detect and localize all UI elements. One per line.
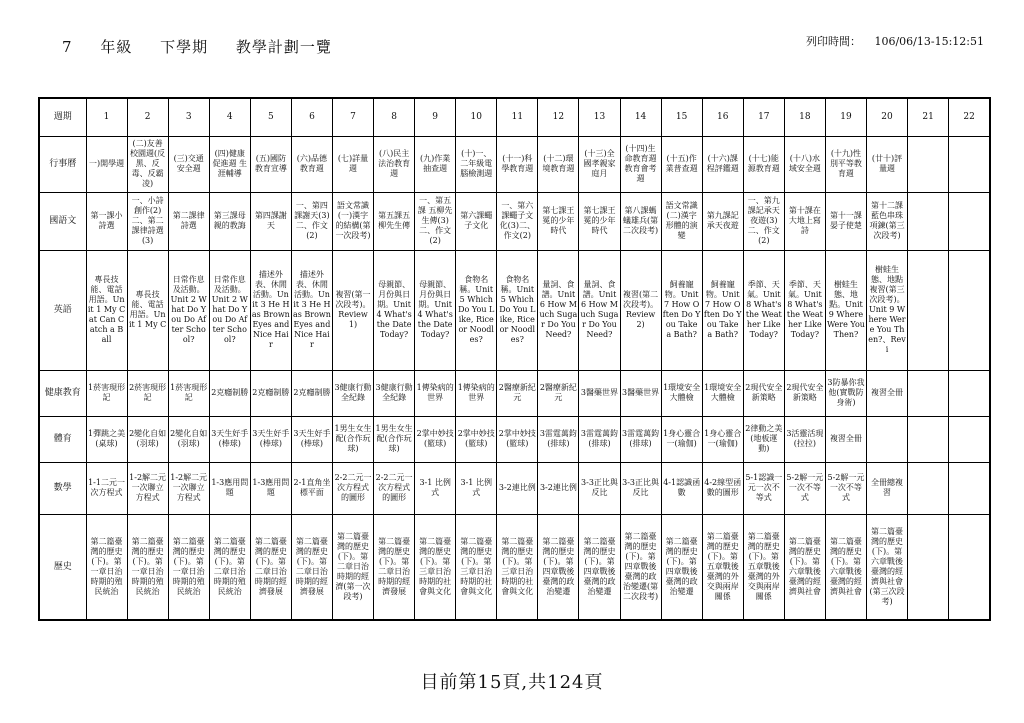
plan-cell: 3-2連比例 [497, 462, 538, 514]
subject-row [39, 370, 990, 416]
plan-cell: 2克癮制勝 [250, 370, 291, 416]
plan-cell: 食物名稱。Unit 5 Which Do You Like, Rice or Noodles? [456, 250, 497, 370]
plan-cell: 1環境安全大體檢 [661, 370, 702, 416]
plan-cell: 3健康行動全紀錄 [332, 370, 373, 416]
plan-cell: 第三課母親的教誨 [209, 192, 250, 250]
plan-cell: 第二篇臺灣的歷史(下)。第一章日治時期的殖民統治 [127, 514, 168, 620]
plan-cell: 複習(第一次段考)。Review 1) [332, 250, 373, 370]
subject-row [39, 416, 990, 462]
plan-cell: 複習全冊 [866, 370, 907, 416]
plan-cell: 3雷霆萬鈞(排球) [620, 416, 661, 462]
plan-cell: 1-1二元一次方程式 [86, 462, 127, 514]
semester: 下學期 [160, 38, 209, 56]
subject-label: 國語文 [39, 192, 86, 250]
plan-cell: 3雷霆萬鈞(排球) [579, 416, 620, 462]
plan-cell: 3-1 比例式 [456, 462, 497, 514]
week-number: 15 [661, 98, 702, 136]
plan-cell: 2-1直角坐標平面 [291, 462, 332, 514]
plan-cell: 2現代安全新策略 [743, 370, 784, 416]
plan-cell: (十九)性別平等教育週 [825, 136, 866, 192]
plan-cell: 3天生好手(棒球) [291, 416, 332, 462]
plan-cell: 食物名稱。Unit 5 Which Do You Like, Rice or Noodles? [497, 250, 538, 370]
plan-cell: (十五)作業普查週 [661, 136, 702, 192]
plan-cell: 2現代安全新策略 [784, 370, 825, 416]
week-number: 13 [579, 98, 620, 136]
week-number: 17 [743, 98, 784, 136]
plan-cell: 2-2二元一次方程式的圖形 [374, 462, 415, 514]
plan-cell: 1-2解二元一次聯立方程式 [127, 462, 168, 514]
plan-cell: 季節、天氣。Unit 8 What's the Weather Like Today? [743, 250, 784, 370]
plan-cell: 全冊總複習 [866, 462, 907, 514]
plan-cell: 第二篇臺灣的歷史(下)。第四章戰後臺灣的政治變遷 [661, 514, 702, 620]
plan-cell: 描述外表、休閒活動。Unit 3 He Has Brown Eyes and Nice Hair [250, 250, 291, 370]
plan-cell: 一、小詩創作(2) 二、第二課律詩選(3) [127, 192, 168, 250]
subject-label: 歷史 [39, 514, 86, 620]
plan-cell: 3-1 比例式 [415, 462, 456, 514]
plan-cell: 樹蛙生態、地點複習(第三次段考)。Unit 9 Where Were You Then?、Revi [866, 250, 907, 370]
week-number: 22 [949, 98, 990, 136]
plan-cell: 一、第五課 五柳先生傳(3)二、作文(2) [415, 192, 456, 250]
plan-cell: (二)友善校園週(反黑、反毒、反霸凌) [127, 136, 168, 192]
plan-cell: 1菸害現形記 [86, 370, 127, 416]
plan-cell: 描述外表、休閒活動。Unit 3 He Has Brown Eyes and Nice Hair [291, 250, 332, 370]
plan-cell: 第二篇臺灣的歷史(下)。第六章戰後臺灣的經濟與社會 [784, 514, 825, 620]
plan-cell: 母親節、月份與日期。Unit 4 What's the Date Today? [415, 250, 456, 370]
plan-cell [866, 416, 907, 462]
subject-label: 健康教育 [39, 370, 86, 416]
plan-cell: 2醫療新紀元 [538, 370, 579, 416]
week-number: 19 [825, 98, 866, 136]
plan-cell [949, 136, 990, 192]
plan-cell: 2菸害現形記 [127, 370, 168, 416]
week-number: 10 [456, 98, 497, 136]
plan-cell: (十三)全國孝親家庭月 [579, 136, 620, 192]
plan-cell: 3防暴你我他(實戰防身術) [825, 370, 866, 416]
title-text: 教學計劃一覽 [235, 38, 332, 56]
subject-row [39, 136, 990, 192]
plan-cell: 量詞、食譜。Unit 6 How Much Sugar Do You Need? [579, 250, 620, 370]
plan-cell: 一、第四課謝天(3)二、作文(2) [291, 192, 332, 250]
plan-cell: 5-2解一元一次不等式 [825, 462, 866, 514]
plan-cell: 一)開學週 [86, 136, 127, 192]
plan-cell: 1環境安全大體檢 [702, 370, 743, 416]
plan-cell: 4-2線型函數的圖形 [702, 462, 743, 514]
plan-cell: 第二篇臺灣的歷史(下)。第二章日治時期的殖民統治 [209, 514, 250, 620]
subject-row [39, 514, 990, 620]
week-number: 14 [620, 98, 661, 136]
plan-cell: 1身心靈合一(瑜伽) [661, 416, 702, 462]
print-time: 106/06/13-15:12:51 [874, 35, 984, 48]
plan-cell: 第二篇臺灣的歷史(下)。第三章日治時期的社會與文化 [456, 514, 497, 620]
plan-cell: 2律動之美(地板運動) [743, 416, 784, 462]
plan-cell: 2克癮制勝 [209, 370, 250, 416]
plan-cell: (十六)課程評鑑週 [702, 136, 743, 192]
plan-cell: 3天生好手(棒球) [250, 416, 291, 462]
subject-row [39, 192, 990, 250]
plan-cell: (十二)環境教育週 [538, 136, 579, 192]
plan-cell: 第二篇臺灣的歷史(下)。第三章日治時期的社會與文化 [497, 514, 538, 620]
page-indicator: 目前第15頁,共124頁 [420, 672, 604, 693]
plan-cell: 3-3正比與反比 [620, 462, 661, 514]
plan-cell: 日常作息及活動。Unit 2 What Do You Do After School? [168, 250, 209, 370]
plan-cell: 飼養寵物。Unit 7 How Often Do You Take a Bath? [661, 250, 702, 370]
plan-cell: 第二篇臺灣的歷史(下)。第一章日治時期的殖民統治 [168, 514, 209, 620]
week-number: 4 [209, 98, 250, 136]
plan-cell [908, 250, 949, 370]
page-title [62, 36, 354, 57]
plan-cell: 母親節、月份與日期。Unit 4 What's the Date Today? [374, 250, 415, 370]
plan-cell [908, 416, 949, 462]
plan-cell: (九)作業抽查週 [415, 136, 456, 192]
plan-cell: 一、第九課記承天夜遊(3)二、作文(2) [743, 192, 784, 250]
plan-cell: 第六課蠅子文化 [456, 192, 497, 250]
plan-cell [908, 370, 949, 416]
plan-cell: 1-3應用問題 [250, 462, 291, 514]
plan-cell: 量詞、食譜。Unit 6 How Much Sugar Do You Need? [538, 250, 579, 370]
plan-cell: 2變化自如(羽球) [127, 416, 168, 462]
plan-cell: 1菸害現形記 [168, 370, 209, 416]
grade-number: 7 [62, 38, 73, 56]
grade-label: 年級 [100, 38, 133, 56]
teaching-plan-table [38, 97, 991, 621]
print-timestamp [796, 33, 984, 49]
plan-cell: 1傳染病的世界 [415, 370, 456, 416]
plan-cell: 2醫療新紀元 [497, 370, 538, 416]
plan-cell: 第七課王冕的少年時代 [579, 192, 620, 250]
week-number: 1 [86, 98, 127, 136]
plan-cell [908, 462, 949, 514]
week-number: 11 [497, 98, 538, 136]
plan-cell: 1-3應用問題 [209, 462, 250, 514]
plan-cell: 第二篇臺灣的歷史(下)。第六章戰後臺灣的經濟與社會 [825, 514, 866, 620]
plan-cell: (十四)生命教育週 教育會考週 [620, 136, 661, 192]
plan-cell [949, 370, 990, 416]
plan-cell: 飼養寵物。Unit 7 How Often Do You Take a Bath? [702, 250, 743, 370]
plan-cell: 第二篇臺灣的歷史(下)。第六章戰後臺灣的經濟與社會(第三次段考) [866, 514, 907, 620]
plan-cell: 第七課王冕的少年時代 [538, 192, 579, 250]
plan-cell: 1傳染病的世界 [456, 370, 497, 416]
plan-cell: (六)品德教育週 [291, 136, 332, 192]
plan-cell: 第二篇臺灣的歷史(下)。第三章日治時期的社會與文化 [415, 514, 456, 620]
plan-cell: (七)詳量週 [332, 136, 373, 192]
plan-cell: 1-2解二元一次聯立方程式 [168, 462, 209, 514]
plan-cell [908, 192, 949, 250]
plan-cell [908, 136, 949, 192]
plan-cell: 1彈跳之美(桌球) [86, 416, 127, 462]
week-number: 6 [291, 98, 332, 136]
plan-cell: 第十課在大地上寫詩 [784, 192, 825, 250]
plan-cell: 複習(第二次段考)。Review 2) [620, 250, 661, 370]
plan-cell: 專長技能、電話用語。Unit 1 My C [127, 250, 168, 370]
week-number: 16 [702, 98, 743, 136]
plan-cell: 第九課記承天夜遊 [702, 192, 743, 250]
plan-cell [949, 462, 990, 514]
plan-cell: 第二篇臺灣的歷史(下)。第二章日治時期的經濟發展 [250, 514, 291, 620]
plan-cell: 季節、天氣。Unit 8 What's the Weather Like Today? [784, 250, 825, 370]
plan-cell [949, 192, 990, 250]
plan-cell: 第二篇臺灣的歷史(下)。第四章戰後臺灣的政治變遷 [579, 514, 620, 620]
plan-cell: 3天生好手(棒球) [209, 416, 250, 462]
plan-cell: 日常作息及活動。Unit 2 What Do You Do After School? [209, 250, 250, 370]
plan-cell: (十一)科學教育週 [497, 136, 538, 192]
subject-label: 體育 [39, 416, 86, 462]
week-number: 3 [168, 98, 209, 136]
plan-cell: 語文常識(一)漢字的結構(第一次段考) [332, 192, 373, 250]
week-number: 8 [374, 98, 415, 136]
plan-cell: 第二篇臺灣的歷史(下)。第一章日治時期的殖民統治 [86, 514, 127, 620]
subject-label: 英語 [39, 250, 86, 370]
week-header-row [39, 98, 990, 136]
subject-row [39, 250, 990, 370]
subject-label: 行事曆 [39, 136, 86, 192]
plan-cell: 1男生女生配(合作玩球) [374, 416, 415, 462]
plan-cell: (五)國防教育宣導 [250, 136, 291, 192]
plan-cell: (十)一、二年級電腦檢測週 [456, 136, 497, 192]
plan-cell: 第二篇臺灣的歷史(下)。第四章戰後臺灣的政治變遷 [538, 514, 579, 620]
plan-cell: 第二篇臺灣的歷史(下)。第五章戰後臺灣的外交與兩岸關係 [702, 514, 743, 620]
plan-cell: 2掌中妙技(籃球) [497, 416, 538, 462]
plan-cell: 3-2連比例 [538, 462, 579, 514]
plan-cell [949, 416, 990, 462]
plan-cell: 專長技能、電話用語。Unit 1 My Cat Can Catch a Ball [86, 250, 127, 370]
plan-cell: (廿十)評量週 [866, 136, 907, 192]
plan-cell: (三)交通安全週 [168, 136, 209, 192]
plan-cell: 2變化自如(羽球) [168, 416, 209, 462]
plan-cell: (四)健康促進週 生涯輔導 [209, 136, 250, 192]
week-number: 12 [538, 98, 579, 136]
plan-cell: 複習全冊 [825, 416, 866, 462]
plan-cell: 第二課律詩選 [168, 192, 209, 250]
plan-cell: 1男生女生配(合作玩球) [332, 416, 373, 462]
plan-cell [949, 250, 990, 370]
plan-cell: 樹蛙生態、地點。Unit 9 Where Were You Then? [825, 250, 866, 370]
plan-cell: 第二篇臺灣的歷史(下)。第二章日治時期的經濟(第一次段考) [332, 514, 373, 620]
week-number: 2 [127, 98, 168, 136]
plan-cell: 第二篇臺灣的歷史(下)。第二章日治時期的經濟發展 [374, 514, 415, 620]
plan-cell: 語文常識(二)漢字形體的演變 [661, 192, 702, 250]
plan-cell: 第一課小詩選 [86, 192, 127, 250]
plan-cell: 第八課螞蟻雄兵(第二次段考) [620, 192, 661, 250]
week-number: 20 [866, 98, 907, 136]
plan-cell: 第十二課藍色串珠項鍊(第三次段考) [866, 192, 907, 250]
plan-cell: 第二篇臺灣的歷史(下)。第四章戰後臺灣的政治變遷(第二次段考) [620, 514, 661, 620]
plan-cell [949, 514, 990, 620]
week-number: 5 [250, 98, 291, 136]
plan-cell: (十七)能源教育週 [743, 136, 784, 192]
print-label: 列印時間： [805, 35, 861, 48]
plan-cell: 2克癮制勝 [291, 370, 332, 416]
week-number: 18 [784, 98, 825, 136]
week-label: 週期 [39, 98, 86, 136]
plan-cell: 3醫藥世界 [579, 370, 620, 416]
subject-row [39, 462, 990, 514]
plan-cell: 3活靈活現(拉拉) [784, 416, 825, 462]
plan-cell: 2-2二元一次方程式的圖形 [332, 462, 373, 514]
plan-cell: 一、第六課蠅子文化(3)二、作文(2) [497, 192, 538, 250]
plan-cell: 3健康行動全紀錄 [374, 370, 415, 416]
week-number: 7 [332, 98, 373, 136]
plan-cell: 5-1認識一元一次不等式 [743, 462, 784, 514]
plan-cell: 3-3正比與反比 [579, 462, 620, 514]
plan-cell: 第四課謝天 [250, 192, 291, 250]
plan-cell: 第二篇臺灣的歷史(下)。第二章日治時期的經濟發展 [291, 514, 332, 620]
plan-cell: 1身心靈合一(瑜伽) [702, 416, 743, 462]
plan-cell: 第二篇臺灣的歷史(下)。第五章戰後臺灣的外交與兩岸關係 [743, 514, 784, 620]
plan-cell: (八)民主法治教育週 [374, 136, 415, 192]
week-number: 9 [415, 98, 456, 136]
plan-cell [908, 514, 949, 620]
plan-cell: 2掌中妙技(籃球) [456, 416, 497, 462]
plan-cell: 第五課五柳先生傳 [374, 192, 415, 250]
plan-cell: 5-2解一元一次不等式 [784, 462, 825, 514]
plan-cell: 第十一課晏子使楚 [825, 192, 866, 250]
plan-cell: (十八)水域安全週 [784, 136, 825, 192]
plan-cell: 3雷霆萬鈞(排球) [538, 416, 579, 462]
plan-cell: 3醫藥世界 [620, 370, 661, 416]
plan-cell: 4-1認識函數 [661, 462, 702, 514]
week-number: 21 [908, 98, 949, 136]
subject-label: 數學 [39, 462, 86, 514]
plan-cell: 2掌中妙技(籃球) [415, 416, 456, 462]
